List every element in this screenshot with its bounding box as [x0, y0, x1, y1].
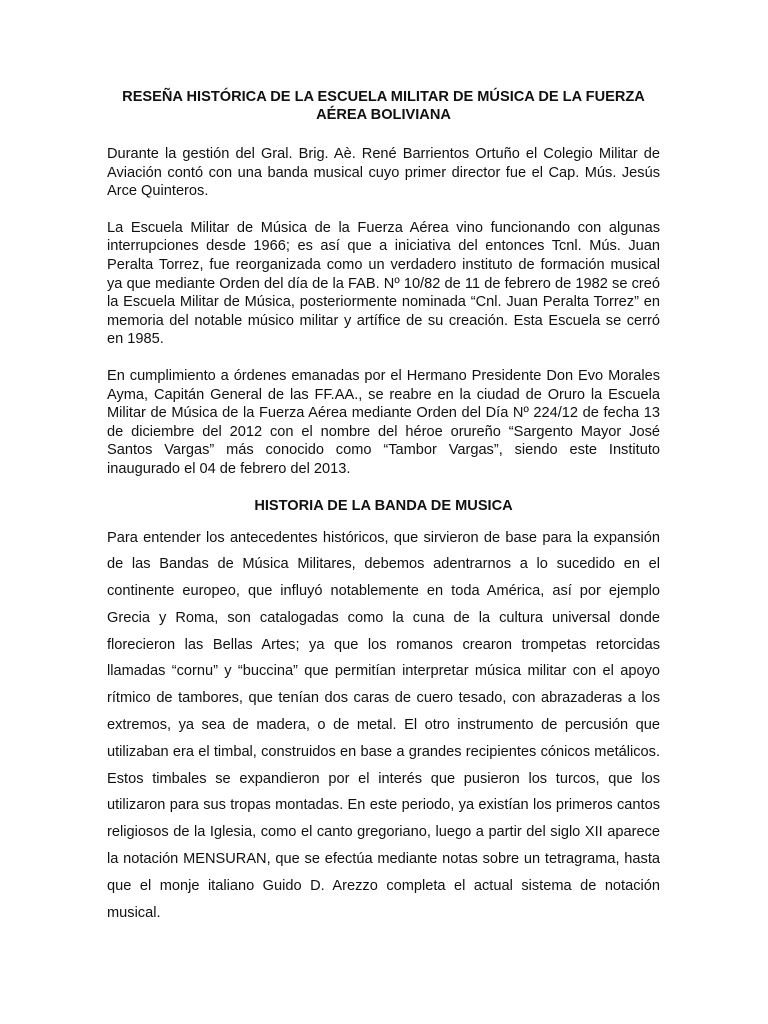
section-paragraph: Para entender los antecedentes históricos, que sirvieron de base para la expansión de las Bandas de Música Militares, debemos adentrarnos a lo sucedido en el continente europeo, que influyó notablemente en toda América, así por ejemplo Grecia y Roma, son catalogadas como la cuna de la cultura universal donde florecieron las Bellas Artes; ya que los romanos crearon trompetas retorcidas llamadas “cornu” y “buccina” que permitían interpretar música militar con el apoyo rítmico de tambores, que tenían dos caras de cuero tesado, con abrazaderas a los extremos, ya sea de madera, o de metal. El otro instrumento de percusión que utilizaban era el timbal, construidos en base a grandes recipientes cónicos metálicos. Estos timbales se expandieron por el interés que pusieron los turcos, que los utilizaron para sus tropas montadas. En este periodo, ya existían los primeros cantos religiosos de la Iglesia, como el canto gregoriano, luego a partir del siglo XII aparece la notación MENSURAN, que se efectúa mediante notas sobre un tetragrama, hasta que el monje italiano Guido D. Arezzo completa el actual sistema de notación musical. [107, 529, 660, 921]
section-title: HISTORIA DE LA BANDA DE MUSICA [254, 497, 513, 514]
paragraph-1: Durante la gestión del Gral. Brig. Aè. René Barrientos Ortuño el Colegio Militar de Aviación contó con una banda musical cuyo primer director fue el Cap. Mús. Jesús Arce Quinteros. [107, 146, 660, 200]
paragraph-2: La Escuela Militar de Música de la Fuerza Aérea vino funcionando con algunas interrupciones desde 1966; es así que a iniciativa del entonces Tcnl. Mús. Juan Peralta Torrez, fue reorganizada como un verdadero instituto de formación musical ya que mediante Orden del día de la FAB. Nº 10/82 de 11 de febrero de 1982 se creó la Escuela Militar de Música, posteriormente nominada “Cnl. Juan Peralta Torrez” en memoria del notable músico militar y artífice de su creación. Esta Escuela se cerró en 1985. [107, 219, 660, 348]
document-title: RESEÑA HISTÓRICA DE LA ESCUELA MILITAR DE MÚSICA DE LA FUERZA AÉREA BOLIVIANA [122, 89, 645, 123]
paragraph-3: En cumplimiento a órdenes emanadas por el Hermano Presidente Don Evo Morales Ayma, Capitán General de las FF.AA., se reabre en la ciudad de Oruro la Escuela Militar de Música de la Fuerza Aérea mediante Orden del Día Nº 224/12 de fecha 13 de diciembre del 2012 con el nombre del héroe orureño “Sargento Mayor José Santos Vargas” más conocido como “Tambor Vargas”, siendo este Instituto inaugurado el 04 de febrero del 2013. [107, 367, 660, 477]
document-page [107, 88, 660, 926]
